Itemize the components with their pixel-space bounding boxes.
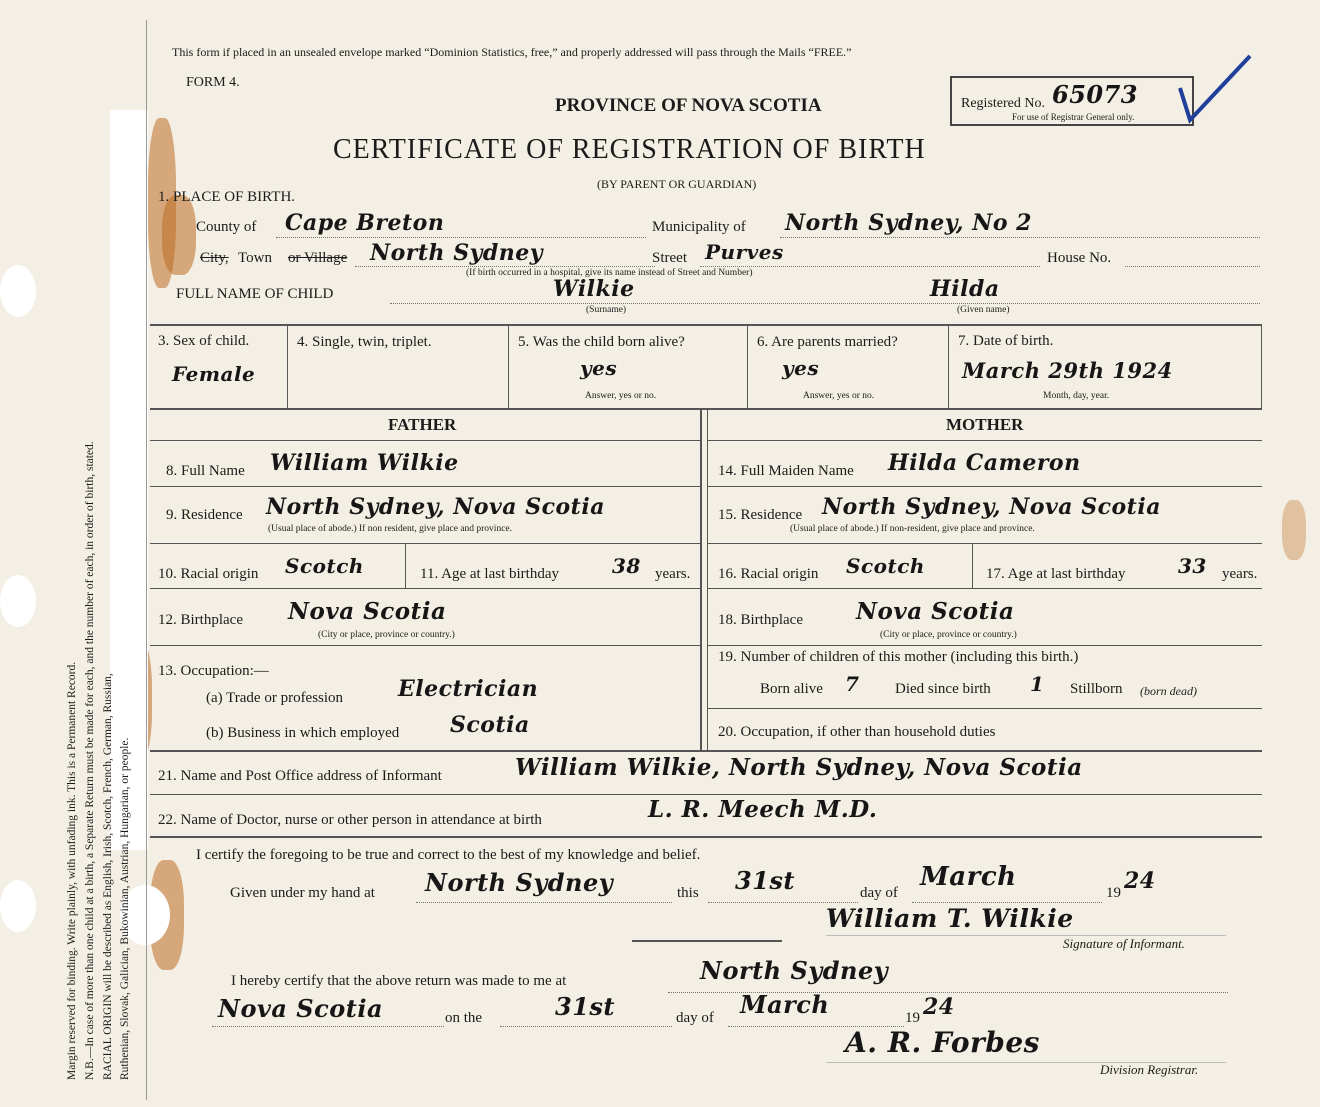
mother-heading: MOTHER [946,415,1024,434]
occupation-label: 13. Occupation:— [158,663,269,679]
father-residence: North Sydney, Nova Scotia [266,494,605,520]
trade-value: Electrician [398,676,539,702]
town-value: North Sydney [370,240,544,266]
registrar-month: March [740,990,830,1019]
father-name-label: 8. Full Name [166,463,245,479]
mother-name: Hilda Cameron [888,450,1081,476]
street-value: Purves [705,240,784,264]
born-alive-label: 5. Was the child born alive? [518,334,685,350]
municipality-label: Municipality of [652,219,746,235]
margin-note: RACIAL ORIGIN will be described as English, Irish, Scotch, French, German, Russian, [102,673,114,1080]
registered-number: 65073 [1052,80,1138,109]
mother-age-label: 17. Age at last birthday [986,566,1126,582]
binder-hole [0,575,36,627]
town-label: Town [238,250,272,266]
certify-text: I certify the foregoing to be true and correct to the best of my knowledge and belief. [196,847,701,863]
dayof-label: day of [860,885,898,901]
margin-rule [146,20,147,1100]
margin-note: Margin reserved for binding. Write plainly, with unfading ink. This is a Permanent Record. [66,661,78,1080]
city-label: City, [200,250,229,266]
father-age-label: 11. Age at last birthday [420,566,559,582]
registrar-caption: Division Registrar. [1100,1062,1199,1077]
form-number: FORM 4. [186,75,240,90]
margin-note: N.B.—In case of more than one child at a birth, a Separate Return must be made for each, and the number of each, in order of birth, stated. [84,441,96,1080]
dob-label: 7. Date of birth. [958,333,1054,349]
province-heading: PROVINCE OF NOVA SCOTIA [555,95,822,116]
certificate-title: CERTIFICATE OF REGISTRATION OF BIRTH [333,134,926,165]
municipality-value: North Sydney, No 2 [785,210,1032,236]
father-race: Scotch [285,554,364,578]
stillborn-note: (born dead) [1140,684,1197,698]
binder-hole [0,265,36,317]
business-label: (b) Business in which employed [206,725,400,741]
father-birthplace: Nova Scotia [288,598,447,625]
yes-no-caption: Answer, yes or no. [803,391,875,401]
certify-year: 24 [1124,868,1156,894]
business-value: Scotia [450,712,530,738]
certify-day: 31st [735,866,795,895]
yes-no-caption: Answer, yes or no. [585,391,657,401]
father-name: William Wilkie [270,450,459,476]
surname-caption: (Surname) [586,305,627,315]
mother-residence-caption: (Usual place of abode.) If non-resident, give place and province. [790,524,1035,534]
mother-race-label: 16. Racial origin [718,566,819,582]
child-name-label: FULL NAME OF CHILD [176,286,334,302]
mother-residence-label: 15. Residence [718,507,803,523]
mail-notice: This form if placed in an unsealed envelope marked “Dominion Statistics, free,” and properly addressed will pass through the Mails “FREE.” [172,45,852,59]
registrar-signature: A. R. Forbes [845,1026,1040,1059]
county-label: County of [196,219,257,235]
given-label: Given under my hand at [230,885,375,901]
informant-value: William Wilkie, North Sydney, Nova Scotia [515,754,1083,781]
mother-birthplace-caption: (City or place, province or country.) [880,630,1017,640]
this-label: this [677,885,699,901]
rust-stain [162,195,196,275]
born-alive-count: 7 [845,672,860,696]
plurality-label: 4. Single, twin, triplet. [297,334,432,350]
father-birthplace-caption: (City or place, province or country.) [318,630,455,640]
county-value: Cape Breton [285,210,445,236]
child-given-name: Hilda [930,276,1000,302]
hospital-note: (If birth occurred in a hospital, give its name instead of Street and Number) [466,268,753,278]
registrar-day: 31st [555,992,615,1021]
years-label: years. [1222,566,1258,582]
rust-stain [1282,500,1306,560]
father-residence-label: 9. Residence [166,507,243,523]
given-place: North Sydney [425,868,614,897]
place-heading: 1. PLACE OF BIRTH. [158,189,296,205]
street-label: Street [652,250,687,266]
registered-box [950,76,1194,126]
informant-label: 21. Name and Post Office address of Informant [158,768,442,784]
mother-occupation-label: 20. Occupation, if other than household duties [718,724,996,740]
father-birthplace-label: 12. Birthplace [158,612,243,628]
trade-label: (a) Trade or profession [206,690,344,706]
registrar-year-prefix: 19 [905,1010,920,1026]
year-prefix: 19 [1106,885,1121,901]
doctor-value: L. R. Meech M.D. [648,796,878,823]
father-race-label: 10. Racial origin [158,566,259,582]
registrar-dayof-label: day of [676,1010,714,1026]
died-count: 1 [1030,672,1045,696]
registered-label: Registered No. [961,96,1045,111]
father-age: 38 [612,554,641,578]
registrar-place-1: North Sydney [700,956,889,985]
mother-birthplace-label: 18. Birthplace [718,612,803,628]
sex-value: Female [172,362,256,386]
certify-month: March [920,862,1017,892]
given-caption: (Given name) [957,305,1010,315]
parents-married-value: yes [782,356,820,380]
signature-caption: Signature of Informant. [1063,936,1185,951]
born-alive-count-label: Born alive [760,681,823,697]
child-surname: Wilkie [553,276,635,302]
mother-race: Scotch [846,554,925,578]
dob-value: March 29th 1924 [962,358,1173,383]
mother-name-label: 14. Full Maiden Name [718,463,854,479]
certificate-subtitle: (BY PARENT OR GUARDIAN) [597,177,757,191]
registered-note: For use of Registrar General only. [1012,112,1135,122]
doctor-label: 22. Name of Doctor, nurse or other person in attendance at birth [158,812,542,828]
checkmark-icon [1176,48,1256,128]
children-count-label: 19. Number of children of this mother (including this birth.) [718,649,1079,665]
binder-hole [0,880,36,932]
mother-birthplace: Nova Scotia [856,598,1015,625]
margin-note: Ruthenian, Slovak, Galician, Bukowinian, Austrian, Hungarian, or people. [119,737,131,1080]
dob-caption: Month, day, year. [1043,391,1110,401]
years-label: years. [655,566,691,582]
died-label: Died since birth [895,681,991,697]
informant-signature: William T. Wilkie [826,904,1074,933]
village-label: or Village [288,250,348,266]
mother-residence: North Sydney, Nova Scotia [822,494,1161,520]
registrar-text: I hereby certify that the above return was made to me at [231,973,567,989]
mother-age: 33 [1178,554,1207,578]
father-heading: FATHER [388,415,457,434]
registrar-year: 24 [923,994,955,1020]
born-alive-value: yes [580,356,618,380]
house-label: House No. [1047,250,1112,266]
sex-label: 3. Sex of child. [158,333,250,349]
registrar-place-2: Nova Scotia [218,994,384,1023]
parents-married-label: 6. Are parents married? [757,334,898,350]
stillborn-label: Stillborn [1070,681,1123,697]
on-the-label: on the [445,1010,483,1026]
father-residence-caption: (Usual place of abode.) If non resident, give place and province. [268,524,512,534]
